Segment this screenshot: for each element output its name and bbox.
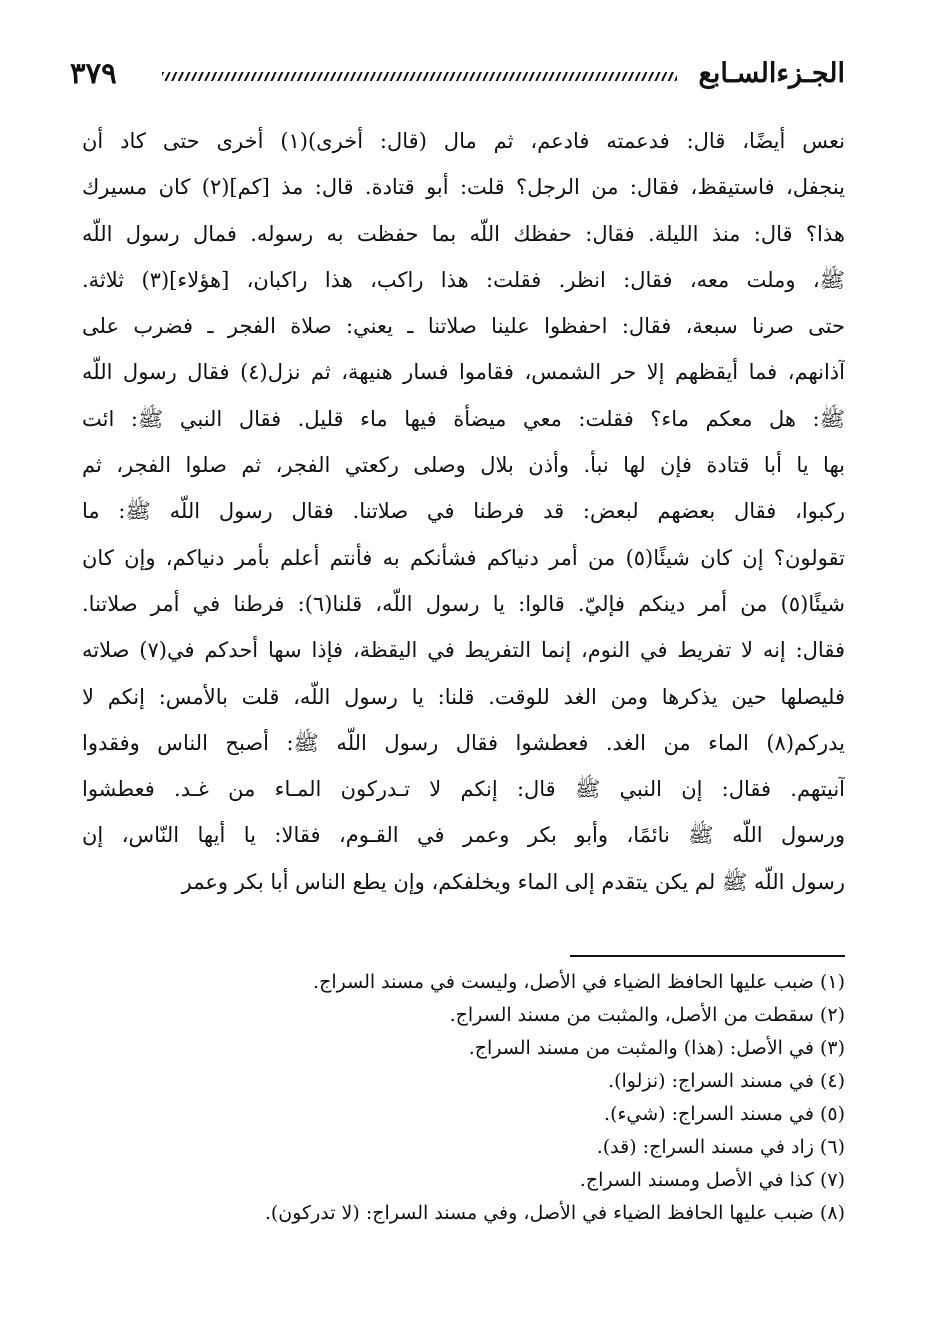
main-text <box>82 118 845 905</box>
text-line: ينجفل، فاستيقظ، فقال: من الرجل؟ قلت: أبو قتادة. قال: مذ [كم](٢) كان مسيرك <box>82 175 845 200</box>
footnote: (٣) في الأصل: (هذا) والمثبت من مسند السراج. <box>468 1037 845 1059</box>
footnotes <box>82 966 845 1230</box>
text-line: شيئًا(٥) من أمر دينكم فإليّ. قالوا: يا رسول اللّه، قلنا(٦): فرطنا في أمر صلاتنا. <box>82 591 845 616</box>
footnote: (٢) سقطت من الأصل، والمثبت من مسند السراج. <box>449 1004 845 1026</box>
footnote: (١) ضبب عليها الحافظ الضياء في الأصل، وليست في مسند السراج. <box>313 971 845 993</box>
text-line: نعس أيضًا، قال: فدعمته فادعم، ثم مال (قال: أخرى)(١) أخرى حتى كاد أن <box>82 129 845 153</box>
text-line: بها يا أبا قتادة فإن لها نبأ. وأذن بلال وصلى ركعتي الفجر، ثم صلوا الفجر، ثم <box>82 453 845 478</box>
page-header <box>70 54 845 100</box>
text-line: ورسول اللّه ﷺ نائمًا، وأبو بكر وعمر في القـوم، فقالا: يا أيها النّاس، إن <box>82 823 845 848</box>
footnote: (٨) ضبب عليها الحافظ الضياء في الأصل، وفي مسند السراج: (لا تدركون). <box>264 1202 845 1224</box>
text-line: آذانهم، فما أيقظهم إلا حر الشمس، فقاموا فسار هنيهة، ثم نزل(٤) فقال رسول اللّه <box>82 360 845 385</box>
running-title: الجـزءالسـابع <box>698 58 845 89</box>
footnote: (٥) في مسند السراج: (شيء). <box>604 1103 845 1125</box>
footnote: (٦) زاد في مسند السراج: (قد). <box>596 1136 845 1158</box>
page-number: ٣٧٩ <box>70 56 117 90</box>
text-line: هذا؟ قال: منذ الليلة. فقال: حفظك اللّه بما حفظت به رسوله. فمال رسول اللّه <box>82 221 845 246</box>
text-line: فقال: إنه لا تفريط في النوم، إنما التفريط في اليقظة، فإذا سها أحدكم في(٧) صلاته <box>82 638 845 663</box>
text-line: رسول اللّه ﷺ لم يكن يتقدم إلى الماء ويخلفكم، وإن يطع الناس أبا بكر وعمر <box>181 869 845 894</box>
header-hatch-rule <box>162 72 677 81</box>
text-line: ﷺ، وملت معه، فقال: انظر. فقلت: هذا راكب، هذا راكبان، [هؤلاء](٣) ثلاثة. <box>82 267 845 292</box>
footnote: (٧) كذا في الأصل ومسند السراج. <box>579 1169 845 1191</box>
text-line: يدركم(٨) الماء من الغد. فعطشوا فقال رسول اللّه ﷺ: أصبح الناس وفقدوا <box>82 730 845 755</box>
text-line: ركبوا، فقال بعضهم لبعض: قد فرطنا في صلاتنا. فقال رسول اللّه ﷺ: ما <box>82 499 845 524</box>
footnote: (٤) في مسند السراج: (نزلوا). <box>608 1070 845 1092</box>
text-line: حتى صرنا سبعة، فقال: احفظوا علينا صلاتنا ـ يعني: صلاة الفجر ـ فضرب على <box>82 314 845 339</box>
text-line: آنيتهم. فقال: إن النبي ﷺ قال: إنكم لا تـدركون المـاء من غـد. فعطشوا <box>82 777 845 802</box>
text-line: تقولون؟ إن كان شيئًا(٥) من أمر دنياكم فشأنكم به فأنتم أعلم بأمر دنياكم، وإن كان <box>82 545 845 570</box>
footnote-divider <box>570 955 845 957</box>
text-line: فليصلها حين يذكرها ومن الغد للوقت. قلنا: يا رسول اللّه، قلت بالأمس: إنكم لا <box>82 684 845 709</box>
text-line: ﷺ: هل معكم ماء؟ فقلت: معي ميضأة فيها ماء قليل. فقال النبي ﷺ: ائت <box>82 406 845 431</box>
